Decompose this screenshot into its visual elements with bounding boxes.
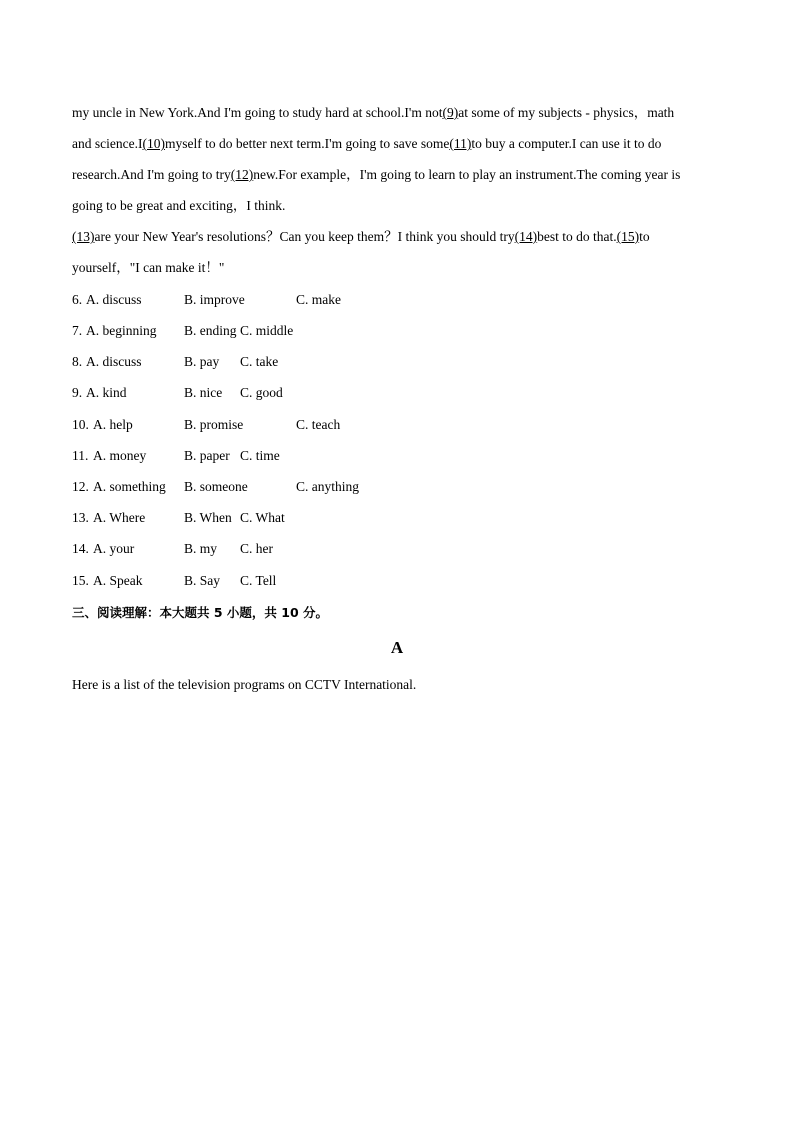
option-a: A. discuss	[86, 354, 142, 369]
option-a: A. kind	[86, 385, 127, 400]
option-b: B. nice	[184, 385, 223, 400]
blank-9: (9)	[442, 105, 459, 120]
passage-text: are your New Year's resolutions？Can you keep them？I think you should try	[94, 229, 515, 244]
question-number: 9.	[72, 385, 83, 400]
passage-line-5	[72, 228, 650, 246]
blank-11: (11)	[449, 136, 472, 151]
option-b: B. improve	[184, 292, 245, 307]
question-number: 12.	[72, 479, 89, 494]
option-c: C. Tell	[240, 573, 277, 588]
question-number: 10.	[72, 417, 89, 432]
intro-text: Here is a list of the television programs on CCTV International.	[72, 677, 417, 692]
option-a: A. Speak	[93, 573, 143, 588]
passage-text: new.For example，I'm going to learn to play an instrument.The coming year is	[253, 167, 681, 182]
passage-line-1	[72, 104, 674, 122]
passage-text: best to do that.	[537, 229, 617, 244]
option-b: B. my	[184, 541, 218, 556]
option-c: C. What	[240, 510, 285, 525]
blank-15: (15)	[616, 229, 640, 244]
option-a: A. money	[93, 448, 147, 463]
option-c: C. her	[240, 541, 273, 556]
question-number: 13.	[72, 510, 89, 525]
passage-text: myself to do better next term.I'm going to save some	[164, 136, 450, 151]
option-b: B. When	[184, 510, 232, 525]
question-number: 15.	[72, 573, 89, 588]
option-a: A. your	[93, 541, 135, 556]
blank-13: (13)	[72, 229, 95, 244]
part-title: A	[390, 638, 404, 657]
passage-text: and science.I	[72, 136, 143, 151]
option-b: B. ending	[184, 323, 237, 338]
option-b: B. pay	[184, 354, 220, 369]
blank-10: (10)	[142, 136, 165, 151]
question-number: 6.	[72, 292, 83, 307]
option-b: B. promise	[184, 417, 244, 432]
option-c: C. teach	[296, 417, 341, 432]
option-c: C. make	[296, 292, 341, 307]
question-number: 14.	[72, 541, 89, 556]
passage-text: my uncle in New York.And I'm going to study hard at school.I'm not	[72, 105, 443, 120]
option-a: A. beginning	[86, 323, 157, 338]
option-a: A. discuss	[86, 292, 142, 307]
option-a: A. Where	[93, 510, 146, 525]
option-c: C. take	[240, 354, 279, 369]
passage-text: at some of my subjects - physics，math	[458, 105, 675, 120]
question-number: 8.	[72, 354, 83, 369]
passage-line-6: yourself，"I can make it！"	[72, 260, 225, 275]
option-c: C. good	[240, 385, 283, 400]
passage-text: to	[639, 229, 650, 244]
option-a: A. something	[93, 479, 166, 494]
section-heading: 三、阅读理解：本大题共 5 小题，共 10 分。	[72, 605, 329, 620]
passage-line-4: going to be great and exciting，I think.	[72, 198, 286, 213]
option-b: B. paper	[184, 448, 230, 463]
question-number: 11.	[72, 448, 89, 463]
option-c: C. middle	[240, 323, 294, 338]
blank-12: (12)	[230, 167, 254, 182]
passage-text: research.And I'm going to try	[72, 167, 231, 182]
passage-line-3	[72, 166, 680, 184]
blank-14: (14)	[514, 229, 538, 244]
passage-text: to buy a computer.I can use it to do	[471, 136, 662, 151]
option-c: C. anything	[296, 479, 359, 494]
option-b: B. Say	[184, 573, 221, 588]
option-b: B. someone	[184, 479, 248, 494]
option-c: C. time	[240, 448, 280, 463]
option-a: A. help	[93, 417, 133, 432]
question-number: 7.	[72, 323, 83, 338]
passage-line-2	[72, 135, 661, 153]
